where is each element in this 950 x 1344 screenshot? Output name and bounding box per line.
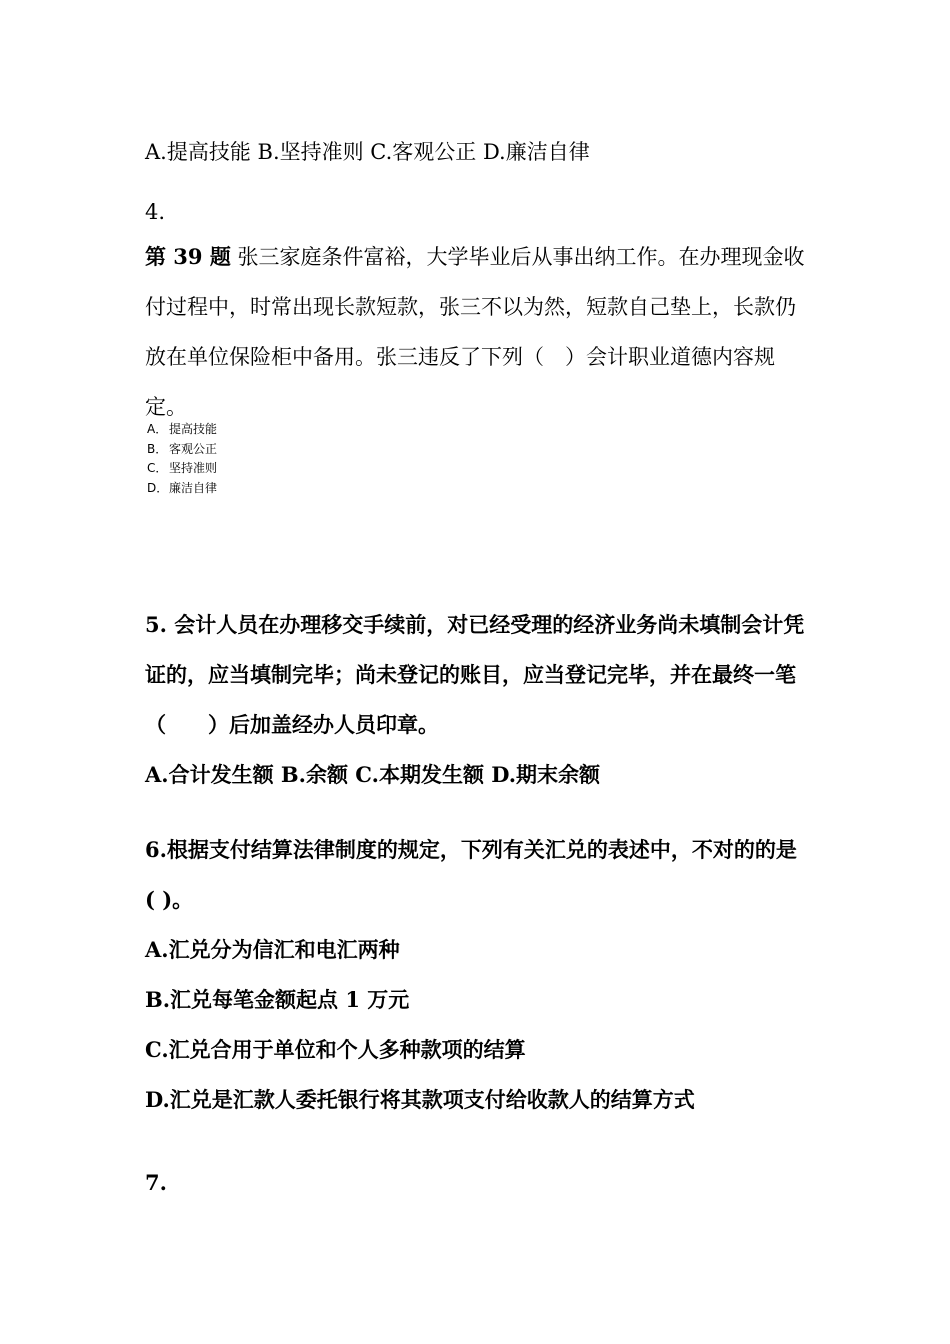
q6-option-d: D.汇兑是汇款人委托银行将其款项支付给收款人的结算方式 [145,1087,695,1112]
q4-label: 第 39 题 [145,244,231,269]
q5-stem: 5. 会计人员在办理移交手续前，对已经受理的经济业务尚未填制会计凭证的，应当填制完毕；尚未登记的账目，应当登记完毕，并在最终一笔（ ）后加盖经办人员印章。 [145,612,805,737]
q4-option-c: C． 坚持准则 [147,461,218,475]
q5-options-line: A.合计发生额 B.余额 C.本期发生额 D.期末余额 [145,762,601,787]
q4-option-d: D．廉洁自律 [147,480,218,495]
q4-number: 4. [145,200,166,224]
q3-options-line: A.提高技能 B.坚持准则 C.客观公正 D.廉洁自律 [145,140,590,164]
q4-options [147,420,217,498]
q4-question [145,232,810,432]
q7-number: 7. [145,1170,167,1195]
q6-option-b: B.汇兑每笔金额起点 1 万元 [145,987,410,1012]
q4-stem: 张三家庭条件富裕，大学毕业后从事出纳工作。在办理现金收付过程中，时常出现长款短款，张三不以为然，短款自己垫上，长款仍放在单位保险柜中备用。张三违反了下列（ ）会计职业道德内容规定。 [145,245,805,419]
q6-stem-line2: ( )。 [145,887,194,912]
q6-option-a: A.汇兑分为信汇和电汇两种 [145,937,400,962]
q4-option-a: A． 提高技能 [147,422,218,436]
q4-option-b: B． 客观公正 [147,441,218,456]
q6-stem-line1: 6.根据支付结算法律制度的规定，下列有关汇兑的表述中，不对的的是 [145,837,797,862]
q6-option-c: C.汇兑合用于单位和个人多种款项的结算 [145,1037,526,1062]
